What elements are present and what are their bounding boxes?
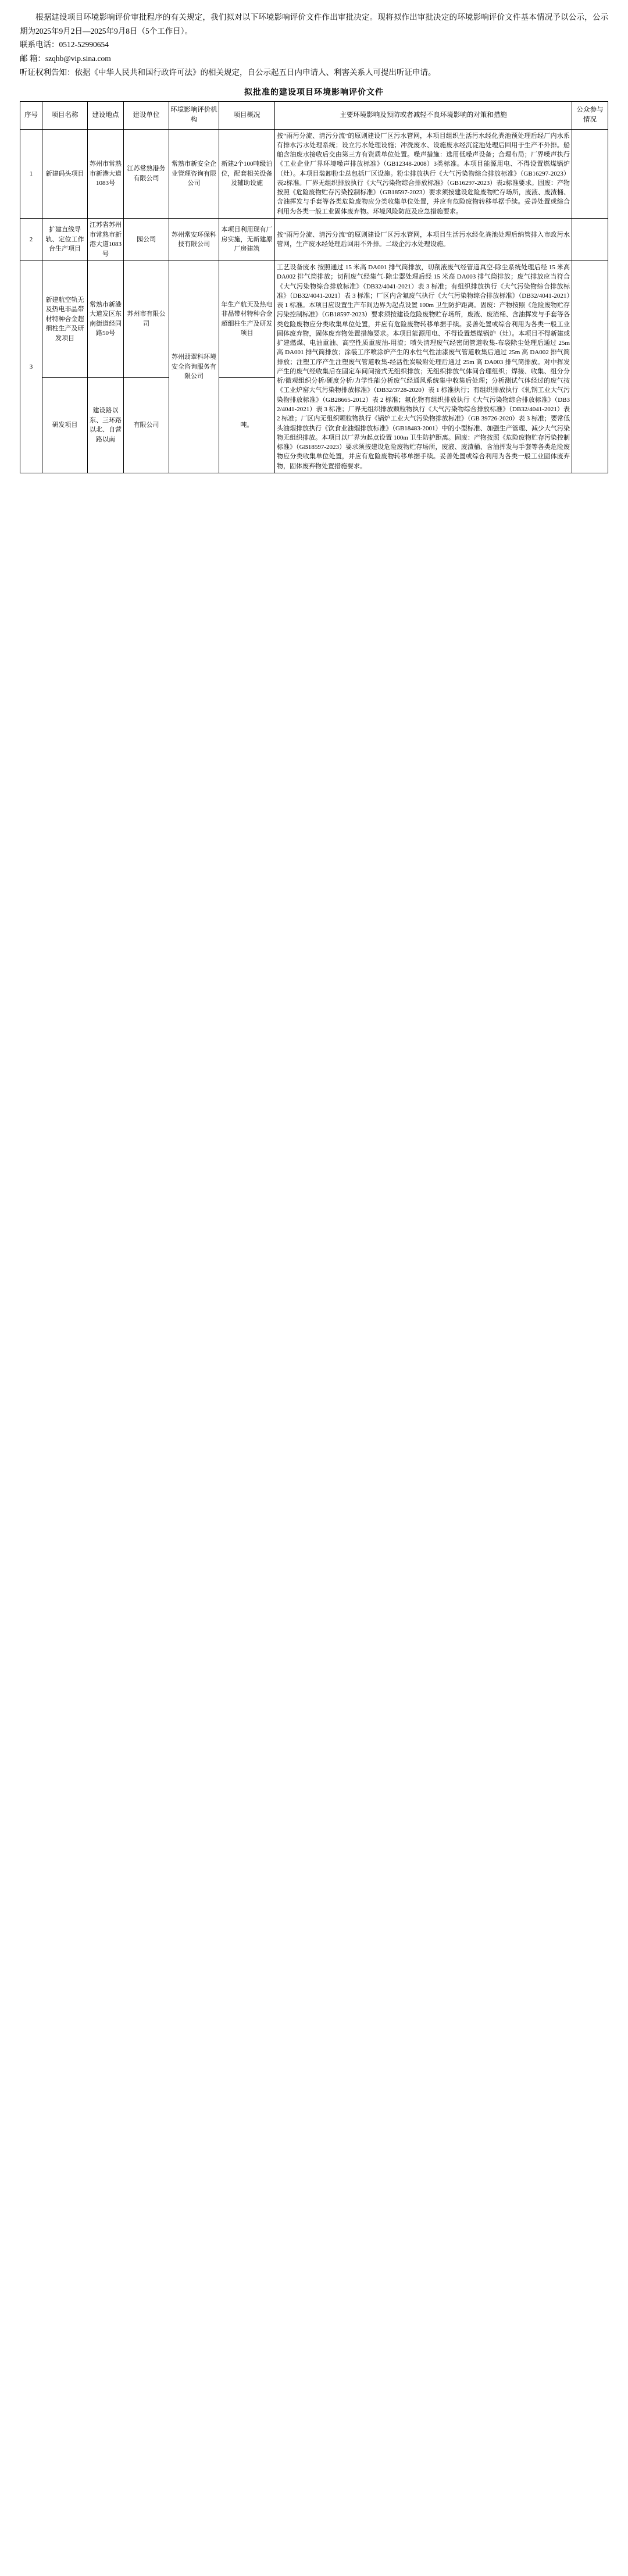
table-row bbox=[20, 261, 608, 378]
intro-hearing-notice: 听证权利告知：依据《中华人民共和国行政许可法》的相关规定，自公示起五日内申请人、利害关系人可提出听证申请。 bbox=[20, 67, 436, 77]
cell-public bbox=[572, 219, 608, 261]
cell-location: 江苏省苏州市常熟市新港大道1083号 bbox=[88, 219, 124, 261]
header-measures: 主要环境影响及预防或者减轻不良环境影响的对策和措施 bbox=[275, 102, 572, 130]
table-title: 拟批准的建设项目环境影响评价文件 bbox=[244, 88, 384, 98]
intro-phone: 联系电话：0512-52990654 bbox=[20, 40, 109, 49]
cell-brief: 新建2个100吨级泊位，配套相关设备及辅助设施 bbox=[219, 129, 275, 218]
cell-location-secondary: 建设路以东、三环路以北、自营路以南 bbox=[88, 377, 124, 473]
cell-unit: 园公司 bbox=[124, 219, 169, 261]
header-agency: 环境影响评价机构 bbox=[169, 102, 219, 130]
cell-brief: 年生产航天及热电非晶带材特种合金超细柱生产及研发项目 bbox=[219, 261, 275, 378]
cell-agency: 苏州翡翠科环境安全咨询服务有限公司 bbox=[169, 261, 219, 473]
cell-unit-secondary: 有限公司 bbox=[124, 377, 169, 473]
header-unit: 建设单位 bbox=[124, 102, 169, 130]
cell-agency: 常熟市新安全企业管理咨询有限公司 bbox=[169, 129, 219, 218]
cell-brief-secondary: 吨。 bbox=[219, 377, 275, 473]
cell-measures: 工艺设备废水 按照通过 15 米高 DA001 排气筒排放，切削液废气经管道真空-除尘系统处理后经 15 米高 DA002 排气筒排放；切削废气经集气-除尘器处理后经 15 米高 DA003 排气筒排放；废气排放应当符合《大气污染物综合排放标准》（DB32/4041-2021）表 3 标准；有组织排放执行《大气污染物综合排放标准》（DB32/4041-2021）表 3 标准；厂区内含氟废气执行《大气污染物综合排放标准》（DB32/4041-2021）表 1 标准。本项目应设置生产车间边界为起点设置 100m 卫生防护距离。固废：产物按照《危险废物贮存污染控制标准》（GB18597-2023）要求须按建设危险废物贮存场所，废液、废渣桶、含油挥发与手套等各类危险废物应分类收集单位处置，并应有危险废物转移单据手续。妥善处置或综合利用为各类一般工业固体废弃物，固体废弃物处置措施要求。本项目能源用电、不得设置燃煤锅炉（灶）。本项目不得新建或扩建燃煤、电油重油、高空性质重废油-用渣；喷失清理废气经密闭管道收集-布袋除尘处理后通过 25m 高 DA001 排气筒排放；涂装工序喷涂炉产生的水性气性油漆废气管道收集后通过 25m 高 DA002 排气筒排放；注塑工序产生注塑废气管道收集-经活性炭吸附处理后通过 25m 高 DA003 排气筒排放。对中挥发产生的废气经收集后在固定车间间接式无组织排放；无组织排放气体间合理组织；焊接、收集、组分分析/微观组织分析/硬度分析/力学性能分析废气经通风系统集中收集后处理；分析测试气体经过的废气按《工业炉窑大气污染物排放标准》（DB32/3728-2020）表 1 标准执行；有组织排放执行《轧钢工业大气污染物排放标准》（GB28665-2012）表 2 标准；氟化物有组织排放执行《大气污染物综合排放标准》（DB32/4041-2021）表 3 标准；厂界无组织排放颗粒物执行《大气污染物综合排放标准》（DB32/4041-2021）表 2 标准；厂区内无组织颗粒物执行《锅炉工业大气污染物排放标准》（GB 39726-2020）表 3 标准；要常低头油烟排放执行《饮食业油烟排放标准》（GB18483-2001）中的小型标准、加强生产管理、减少大气污染物无组织排放。本项目以厂界为起点设置 100m 卫生防护距离。固废：产物按照《危险废物贮存污染控制标准》（GB18597-2023）要求须按建设危险废物贮存场所，废液、废渣桶、含油挥发与手套等各类危险废物应分类收集单位处置，并应有危险废物转移单据手续。妥善处置或综合利用为各类一般工业固体废弃物，固体废弃物处置措施要求。 bbox=[275, 261, 572, 473]
cell-location: 常熟市新港大道发区东南街道经同路50号 bbox=[88, 261, 124, 378]
intro-block bbox=[20, 10, 608, 79]
cell-index: 2 bbox=[20, 219, 42, 261]
header-public: 公众参与情况 bbox=[572, 102, 608, 130]
header-index: 序号 bbox=[20, 102, 42, 130]
cell-unit: 江苏常熟港务有限公司 bbox=[124, 129, 169, 218]
projects-table bbox=[20, 101, 608, 473]
cell-index: 3 bbox=[20, 261, 42, 473]
cell-index: 1 bbox=[20, 129, 42, 218]
cell-public bbox=[572, 129, 608, 218]
cell-agency: 苏州常安环保科技有限公司 bbox=[169, 219, 219, 261]
cell-project-name: 新建航空轨无及热电非晶带材特种合金超细柱生产及研发项目 bbox=[42, 261, 88, 378]
intro-paragraph-1: 根据建设项目环境影响评价审批程序的有关规定，我们拟对以下环境影响评价文件作出审批决定。现将拟作出审批决定的环境影响评价文件基本情况予以公示，公示期为2025年9月2日—2025年9月8日（5个工作日）。 bbox=[20, 13, 608, 35]
cell-measures: 按“雨污分流、清污分流”的原则建设厂区污水管网，本项目生活污水经化粪池处理后纳管排入市政污水管网，生产废水经处理后回用不外排。二级企污水处理设施。 bbox=[275, 219, 572, 261]
cell-project-name: 新建码头项目 bbox=[42, 129, 88, 218]
cell-unit: 苏州市有限公司 bbox=[124, 261, 169, 378]
header-brief: 项目概况 bbox=[219, 102, 275, 130]
cell-measures: 按“雨污分流、清污分流”的原则建设厂区污水管网，本项目组织生活污水经化粪池预处理后经厂内水系有排水污水处理系统；设立污水处理设施；冲洗废水、设施废水经沉淀池处理后回用于生产不外排。船舶含油废水接收后交由第三方有资质单位处置。噪声措施：选用低噪声设备；合理布局；厂界噪声执行《工业企业厂界环境噪声排放标准》（GB12348-2008）3类标准。本项目能源用电、不得设置燃煤锅炉（灶）。本项目装卸粉尘总包括厂区设施。粉尘排放执行《大气污染物综合排放标准》（GB16297-2023）表2标准。厂界无组织排放执行《大气污染物综合排放标准》（GB16297-2023）表2标准要求。固废：产物按照《危险废物贮存污染控制标准》（GB18597-2023）要求须按建设危险废物贮存场所，废液、废渣桶、含油挥发与手套等各类危险废物应分类收集单位处置，并应有危险废物转移单据手续。妥善处置或综合利用为各类一般工业固体废弃物。环境风险防范及应急措施要求。 bbox=[275, 129, 572, 218]
cell-public bbox=[572, 261, 608, 473]
announcement-page bbox=[0, 0, 628, 497]
header-project-name: 项目名称 bbox=[42, 102, 88, 130]
cell-brief: 本项目利用现有厂房实施，无新建原厂房建筑 bbox=[219, 219, 275, 261]
table-row bbox=[20, 219, 608, 261]
cell-project-name: 扩建直线导轨、定位工作台生产项目 bbox=[42, 219, 88, 261]
intro-email: 邮 箱：szqhb@vip.sina.com bbox=[20, 53, 111, 63]
table-header-row bbox=[20, 102, 608, 130]
table-row bbox=[20, 129, 608, 218]
cell-project-name-secondary: 研发项目 bbox=[42, 377, 88, 473]
header-location: 建设地点 bbox=[88, 102, 124, 130]
cell-location: 苏州市常熟市新港大道1083号 bbox=[88, 129, 124, 218]
